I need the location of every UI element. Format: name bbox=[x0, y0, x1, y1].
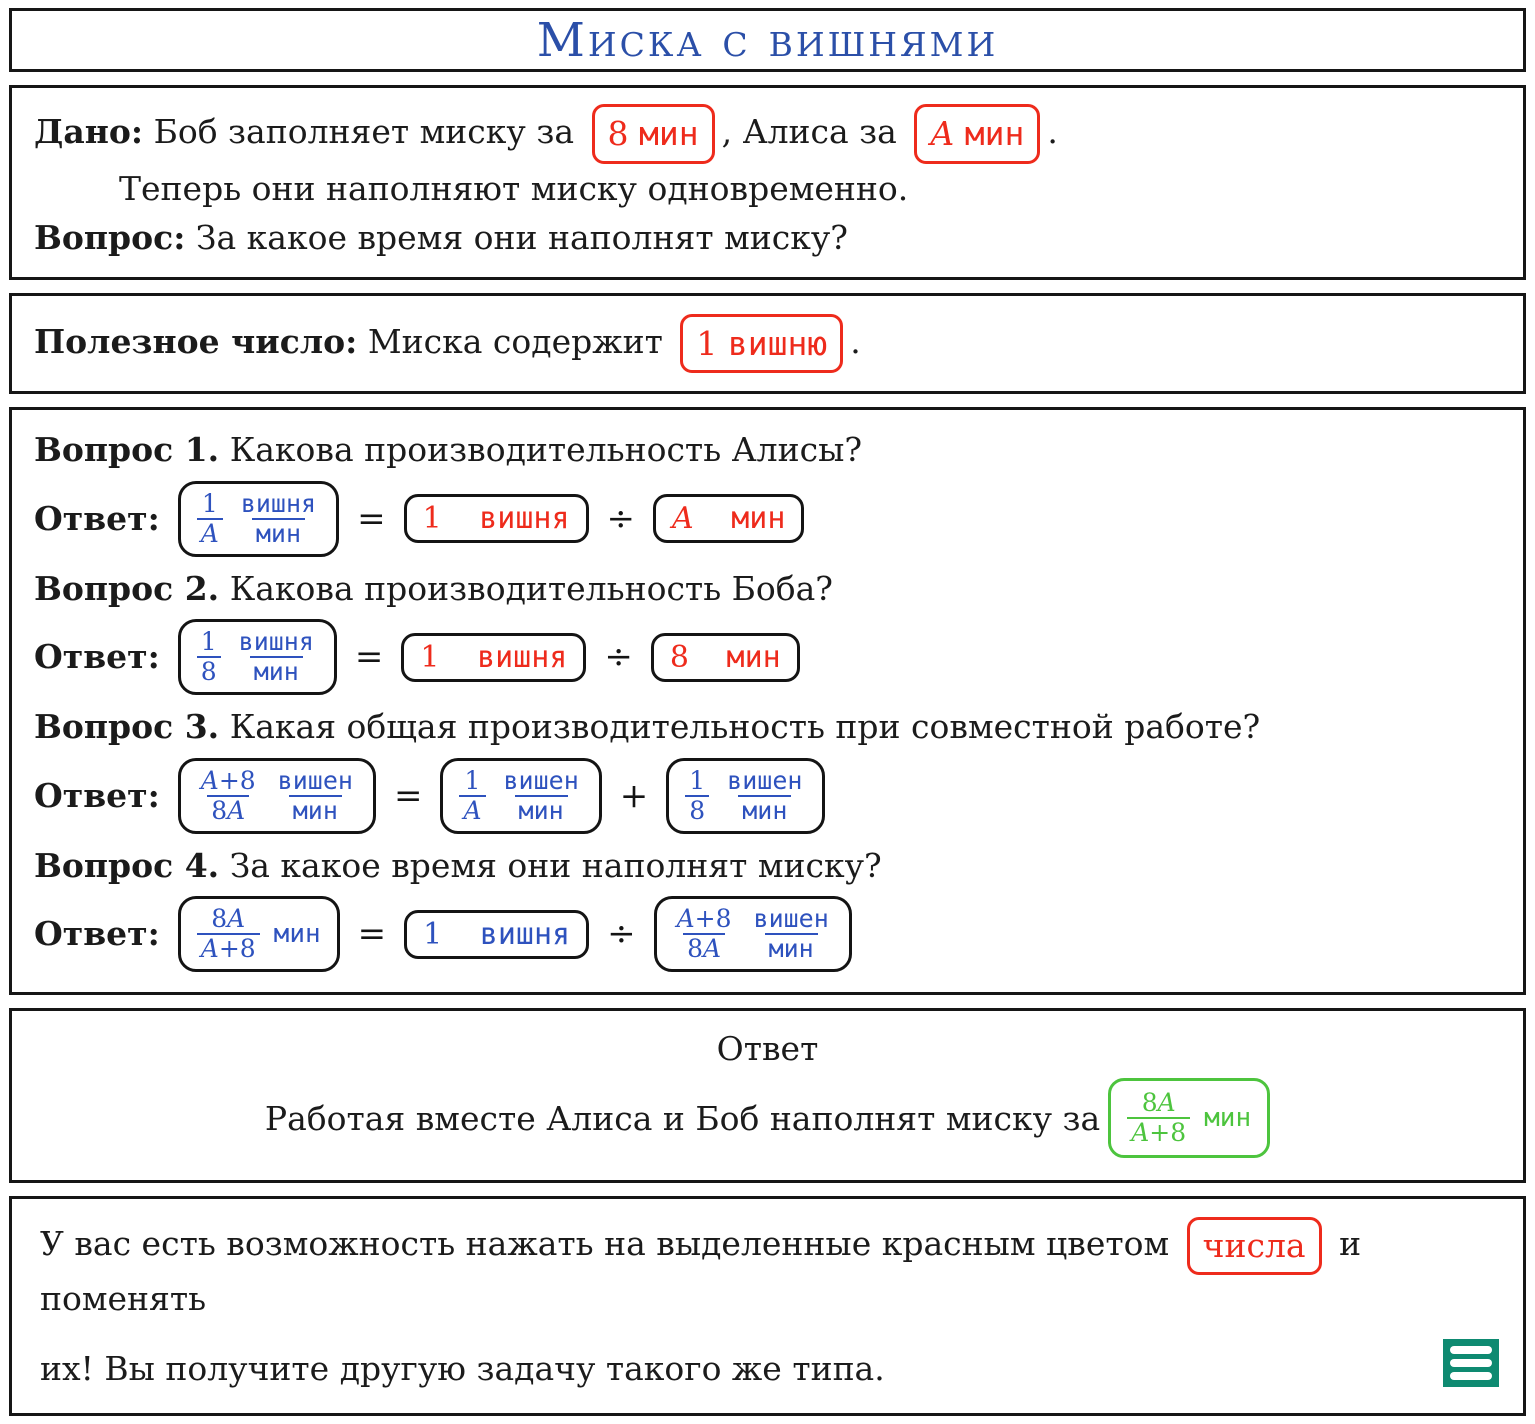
useful-number-section bbox=[9, 293, 1526, 395]
total-time-fraction: $\frac{8A}{A+8}$ bbox=[197, 905, 260, 963]
footer-text-before: У вас есть возможность нажать на выделенные красным цветом bbox=[40, 1224, 1170, 1264]
question-1-label: Вопрос 1. bbox=[34, 430, 220, 469]
bob-rate-units: $\frac{\text{вишня}}{\text{мин}}$ bbox=[238, 627, 314, 687]
alice-time-box[interactable]: A мин bbox=[653, 494, 804, 543]
useful-period: . bbox=[850, 321, 861, 361]
question-2-line bbox=[34, 567, 1501, 612]
question-label: Вопрос: bbox=[34, 218, 186, 257]
combined-rate-units: $\frac{\text{вишен}}{\text{мин}}$ bbox=[277, 765, 353, 825]
divide-sign: ÷ bbox=[606, 498, 636, 539]
given-text-before: Боб заполняет миску за bbox=[153, 111, 574, 151]
equals-sign: = bbox=[357, 914, 387, 955]
result-line bbox=[32, 1078, 1503, 1158]
given-line-2: Теперь они наполняют миску одновременно. bbox=[119, 168, 909, 208]
given-label: Дано: bbox=[34, 111, 144, 151]
result-section bbox=[9, 1008, 1526, 1183]
question-1-line bbox=[34, 428, 1501, 473]
footer-text-after: и поменять bbox=[40, 1224, 1362, 1319]
given-question-line bbox=[34, 213, 1501, 263]
bob-rate-result-box bbox=[178, 619, 337, 695]
result-text: Работая вместе Алиса и Боб наполнят миску за bbox=[264, 1098, 1101, 1138]
final-answer-unit: мин bbox=[1204, 1103, 1252, 1134]
alice-rate-fraction: $\frac{1}{A}$ bbox=[197, 490, 223, 548]
alice-rate-result-box bbox=[178, 481, 339, 557]
footer-line-1 bbox=[40, 1217, 1403, 1323]
alice-time-value-box[interactable] bbox=[914, 104, 1040, 164]
question-2-label: Вопрос 2. bbox=[34, 568, 220, 608]
bob-time-box[interactable]: 8 мин bbox=[651, 633, 800, 682]
question-4-text: За какое время они наполнят миску? bbox=[229, 845, 882, 885]
alice-rate-units: $\frac{\text{вишня}}{\text{мин}}$ bbox=[240, 488, 317, 548]
answer-3-label: Ответ: bbox=[34, 775, 160, 815]
equals-sign: = bbox=[357, 498, 386, 539]
question-3-text: Какая общая производительность при совместной работе? bbox=[229, 707, 1261, 747]
final-answer-fraction: $\frac{8A}{A+8}$ bbox=[1127, 1089, 1190, 1147]
bob-time-value-box[interactable] bbox=[592, 104, 715, 164]
divide-sign: ÷ bbox=[604, 637, 633, 678]
menu-bar bbox=[1450, 1346, 1492, 1354]
bob-time-unit: мин bbox=[639, 114, 699, 153]
answer-2-row bbox=[34, 619, 1501, 695]
cherry-count-number: 1 bbox=[696, 323, 718, 363]
menu-bar bbox=[1450, 1372, 1492, 1380]
cherry-count-value-box[interactable] bbox=[680, 314, 843, 374]
total-time-unit: мин bbox=[273, 919, 321, 950]
cherry-count-box: 1 вишня bbox=[404, 910, 589, 959]
numbers-highlight-box: числа bbox=[1187, 1217, 1322, 1275]
useful-text: Миска содержит bbox=[367, 321, 663, 361]
questions-section bbox=[9, 407, 1526, 995]
final-answer-box bbox=[1108, 1078, 1270, 1158]
answer-1-label: Ответ: bbox=[34, 498, 160, 538]
footer-section bbox=[9, 1196, 1526, 1416]
bob-rate-fraction: $\frac{1}{8}$ bbox=[197, 628, 221, 686]
question-text: За какое время они наполнят миску? bbox=[195, 218, 848, 257]
menu-bar bbox=[1450, 1359, 1492, 1367]
bob-time-number: 8 bbox=[607, 114, 629, 153]
alice-time-number: A bbox=[930, 114, 955, 153]
answer-3-row bbox=[34, 758, 1501, 834]
given-period: . bbox=[1047, 111, 1058, 151]
answer-4-label: Ответ: bbox=[34, 914, 160, 954]
footer-line-2: их! Вы получите другую задачу такого же типа. bbox=[40, 1348, 885, 1388]
question-4-line bbox=[34, 844, 1501, 889]
combined-rate-fraction: $\frac{A+8}{8A}$ bbox=[200, 765, 256, 825]
cherry-count-box[interactable]: 1 вишня bbox=[404, 494, 589, 543]
answer-1-row bbox=[34, 481, 1501, 557]
result-heading: Ответ bbox=[716, 1029, 819, 1069]
question-4-label: Вопрос 4. bbox=[34, 845, 220, 885]
given-section bbox=[9, 85, 1526, 280]
page-title: Миска с вишнями bbox=[536, 12, 999, 68]
equals-sign: = bbox=[393, 775, 423, 816]
question-3-line bbox=[34, 705, 1501, 750]
question-3-label: Вопрос 3. bbox=[34, 707, 220, 747]
given-text-between: , Алиса за bbox=[721, 111, 897, 151]
alice-rate-box: $\frac{1}{A}$ $\frac{\text{вишен}}{\text{мин}}$ bbox=[440, 758, 601, 834]
cherry-count-box[interactable]: 1 вишня bbox=[401, 633, 586, 682]
bob-rate-box: $\frac{1}{8}$ $\frac{\text{вишен}}{\text{мин}}$ bbox=[666, 758, 825, 834]
divide-sign: ÷ bbox=[607, 914, 636, 955]
answer-2-label: Ответ: bbox=[34, 637, 160, 677]
question-1-text: Какова производительность Алисы? bbox=[229, 430, 863, 469]
title-bar bbox=[9, 8, 1526, 72]
hamburger-menu-icon[interactable] bbox=[1443, 1339, 1499, 1387]
total-time-result-box bbox=[178, 896, 340, 972]
useful-line bbox=[34, 314, 1501, 374]
useful-label: Полезное число: bbox=[34, 321, 358, 361]
equals-sign: = bbox=[354, 637, 384, 678]
cherry-count-unit: вишню bbox=[727, 323, 828, 363]
combined-rate-result-box bbox=[178, 758, 376, 834]
question-2-text: Какова производительность Боба? bbox=[229, 568, 834, 608]
answer-4-row bbox=[34, 896, 1501, 972]
plus-sign: + bbox=[619, 775, 649, 816]
alice-time-unit: мин bbox=[964, 114, 1025, 153]
combined-rate-box: $\frac{A+8}{8A}$ $\frac{\text{вишен}}{\text{мин}}$ bbox=[654, 896, 852, 972]
given-line-1 bbox=[34, 104, 1501, 164]
